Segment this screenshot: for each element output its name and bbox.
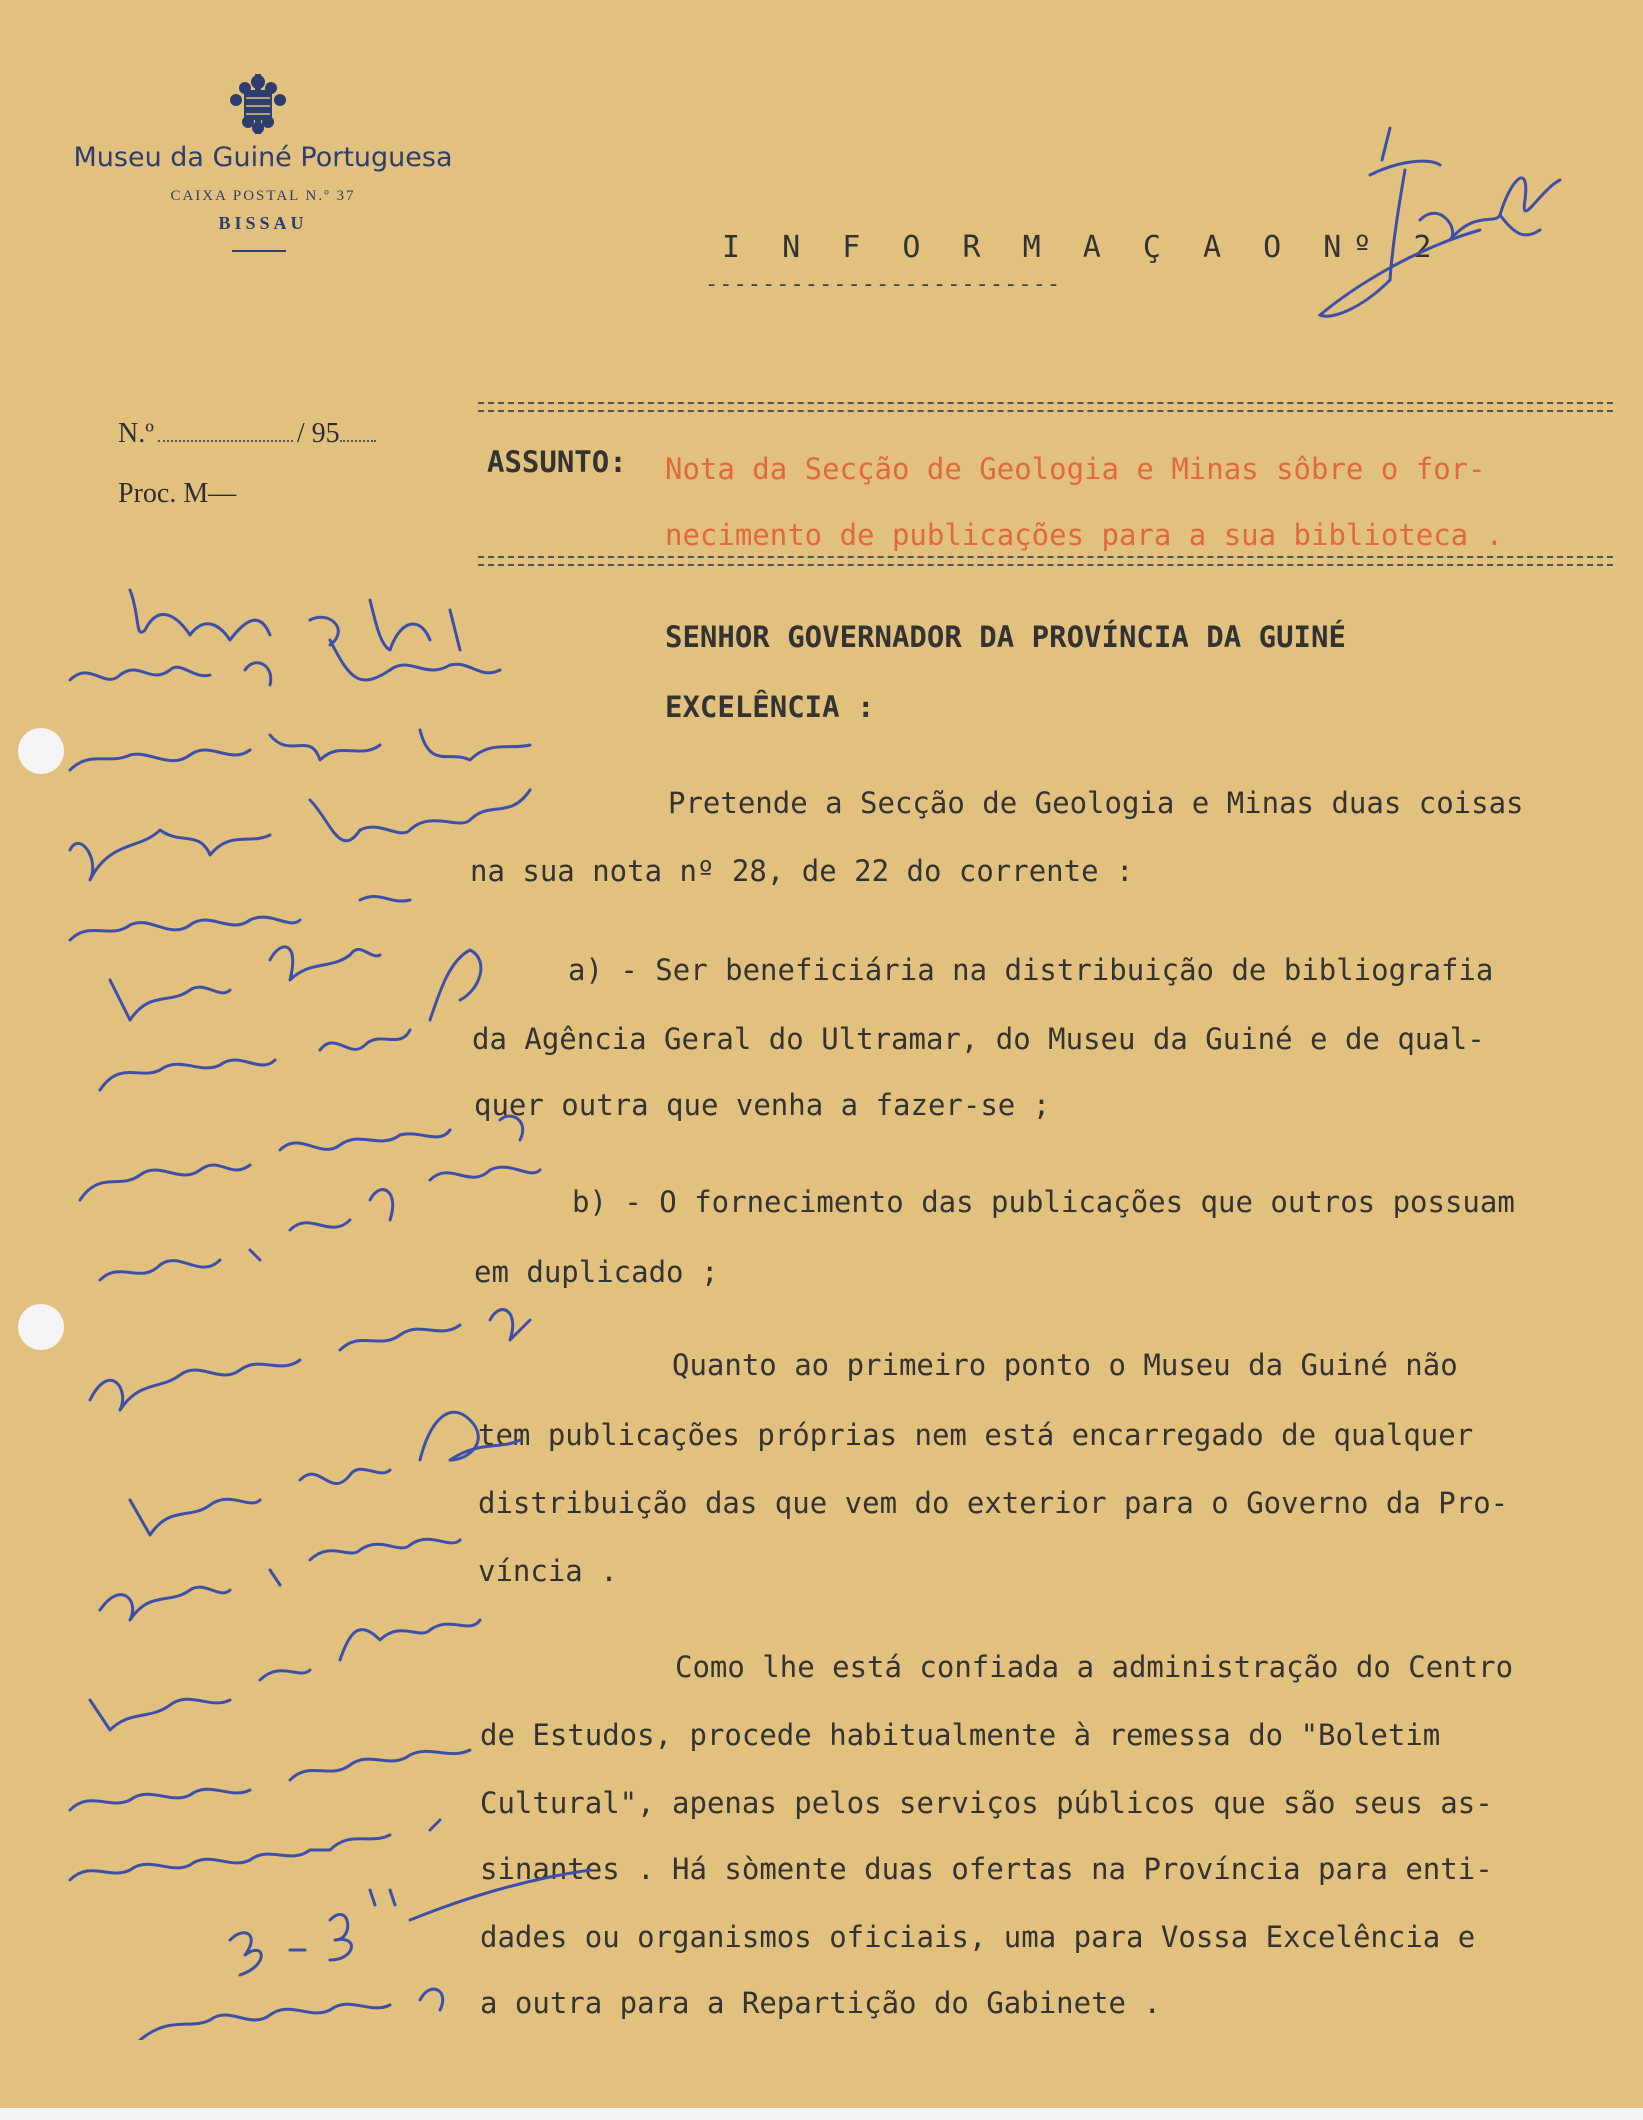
page-edge <box>0 2108 1643 2120</box>
body-line: dades ou organismos oficiais, uma para Vossa Excelência e <box>480 1920 1476 1954</box>
salutation: EXCELÊNCIA : <box>665 690 875 724</box>
subject-rule-bottom <box>478 556 1613 566</box>
punch-hole <box>18 1304 64 1350</box>
handwritten-signature <box>1300 120 1580 340</box>
number-field <box>118 418 376 450</box>
body-line: sinantes . Há sòmente duas ofertas na Província para enti- <box>480 1852 1493 1886</box>
number-suffix: / 95 <box>296 418 340 449</box>
body-line: na sua nota nº 28, de 22 do corrente : <box>470 854 1134 888</box>
title-underline: ------------------------- <box>705 272 1062 297</box>
body-line: b) - O fornecimento das publicações que outros possuam <box>572 1185 1515 1219</box>
punch-hole <box>18 728 64 774</box>
body-line: a) - Ser beneficiária na distribuição de bibliografia <box>568 953 1494 987</box>
number-blank <box>158 422 293 442</box>
body-line: quer outra que venha a fazer-se ; <box>474 1088 1051 1122</box>
body-line: tem publicações próprias nem está encarregado de qualquer <box>478 1418 1474 1452</box>
document-title: I N F O R M A Ç A O Nº 2 <box>722 230 1444 265</box>
postal-box: CAIXA POSTAL N.º 37 <box>170 188 356 204</box>
museum-name: Museu da Guiné Portuguesa <box>73 142 453 173</box>
body-line: Pretende a Secção de Geologia e Minas duas coisas <box>668 786 1524 820</box>
number-label: N.º <box>118 418 154 449</box>
body-line: a outra para a Repartição do Gabinete . <box>480 1986 1161 2020</box>
subject-label: ASSUNTO: <box>487 445 627 479</box>
city: BISSAU <box>218 213 308 233</box>
process-label: Proc. M— <box>118 478 237 509</box>
body-line: da Agência Geral do Ultramar, do Museu da Guiné e de qual- <box>472 1022 1485 1056</box>
museum-crest-icon <box>218 70 298 140</box>
body-line: Cultural", apenas pelos serviços públicos que são seus as- <box>480 1786 1493 1820</box>
body-line: de Estudos, procede habitualmente à remessa do "Boletim <box>480 1718 1441 1752</box>
body-line: distribuição das que vem do exterior para o Governo da Pro- <box>478 1486 1509 1520</box>
body-line: víncia . <box>478 1554 618 1588</box>
subject-text: Nota da Secção de Geologia e Minas sôbre o for- necimento de publicações para a sua biblioteca . <box>665 452 1504 552</box>
body-line: Quanto ao primeiro ponto o Museu da Guiné não <box>672 1348 1458 1382</box>
body-line: em duplicado ; <box>474 1255 719 1289</box>
body-line: Como lhe está confiada a administração do Centro <box>675 1650 1514 1684</box>
subject-rule-top <box>478 402 1613 412</box>
addressee: SENHOR GOVERNADOR DA PROVÍNCIA DA GUINÉ <box>665 620 1346 654</box>
number-suffix-blank <box>340 422 376 442</box>
handwritten-margin-note <box>30 560 640 2040</box>
letterhead-rule <box>232 250 286 252</box>
